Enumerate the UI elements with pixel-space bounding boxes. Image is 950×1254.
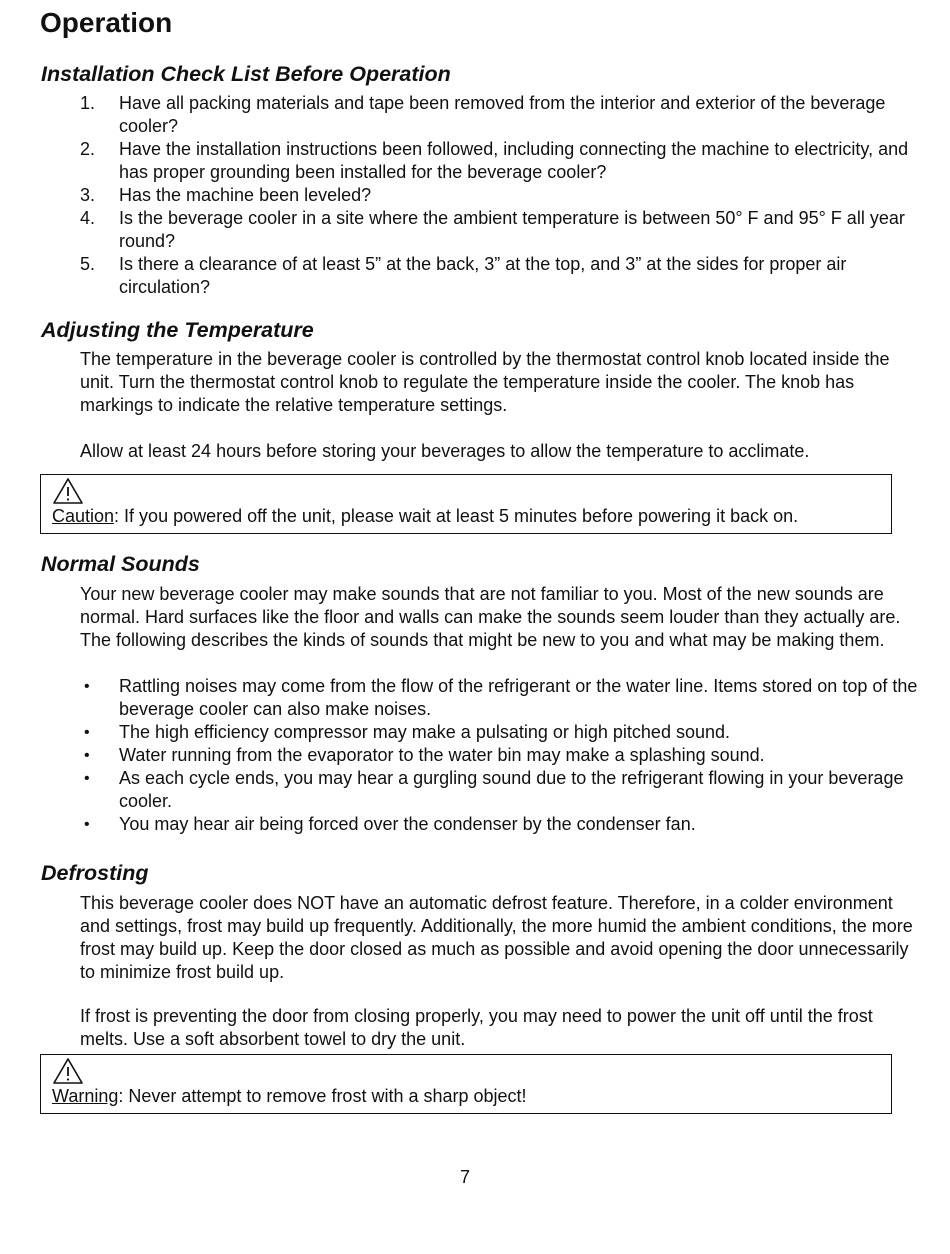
list-item-text: You may hear air being forced over the condenser by the condenser fan. [119, 814, 696, 834]
checklist-heading: Installation Check List Before Operation [41, 62, 451, 86]
sounds-intro: Your new beverage cooler may make sounds that are not familiar to you. Most of the new sounds are normal. Hard surfaces like the floor and walls can make the sounds seem louder than they actually are. The following describes the kinds of sounds that might be new to you and what may be making them. [80, 584, 901, 650]
frost-door-paragraph: If frost is preventing the door from closing properly, you may need to power the unit off until the frost melts. Use a soft absorbent towel to dry the unit. [80, 1006, 873, 1049]
sounds-list [80, 675, 920, 836]
bullet: • [84, 770, 90, 787]
list-item [80, 253, 920, 299]
list-item [80, 767, 920, 813]
warning-triangle-icon [52, 1057, 84, 1085]
list-item-text: Rattling noises may come from the flow of the refrigerant or the water line. Items stored on top of the beverage cooler can also make noises. [119, 676, 918, 719]
list-item [80, 675, 920, 721]
list-item-text: Is the beverage cooler in a site where the ambient temperature is between 50° F and 95° F all year round? [119, 208, 905, 251]
list-item [80, 184, 920, 207]
warning-label: Warning [52, 1086, 119, 1106]
list-item [80, 744, 920, 767]
caution-box [40, 474, 892, 534]
checklist [80, 92, 920, 299]
warning-triangle-icon [52, 477, 84, 505]
defrosting-paragraph: This beverage cooler does NOT have an automatic defrost feature. Therefore, in a colder environment and settings, frost may build up frequently. Additionally, the more humid the ambient conditions, the more frost may build up. Keep the door closed as much as possible and avoid opening the door unnecessarily to minimize frost build up. [80, 893, 913, 982]
bullet: • [84, 747, 90, 764]
list-item [80, 138, 920, 184]
warning-box [40, 1054, 892, 1114]
bullet: • [84, 724, 90, 741]
page-title: Operation [40, 7, 173, 38]
defrosting-heading: Defrosting [41, 861, 149, 885]
bullet: • [84, 678, 90, 695]
temperature-heading: Adjusting the Temperature [41, 318, 314, 342]
list-number: 4. [80, 208, 96, 228]
list-item-text: Have all packing materials and tape been removed from the interior and exterior of the beverage cooler? [119, 93, 886, 136]
caution-text [52, 505, 880, 528]
list-item [80, 92, 920, 138]
list-number: 5. [80, 254, 96, 274]
list-number: 3. [80, 185, 96, 205]
temperature-paragraph: The temperature in the beverage cooler is controlled by the thermostat control knob located inside the unit. Turn the thermostat control knob to regulate the temperature inside the cooler. The knob has markings to indicate the relative temperature settings. [80, 349, 890, 415]
list-item-text: Has the machine been leveled? [119, 185, 372, 205]
list-item [80, 813, 920, 836]
list-item-text: As each cycle ends, you may hear a gurgling sound due to the refrigerant flowing in your beverage cooler. [119, 768, 904, 811]
list-item [80, 207, 920, 253]
list-item-text: The high efficiency compressor may make a pulsating or high pitched sound. [119, 722, 730, 742]
list-item-text: Is there a clearance of at least 5” at the back, 3” at the top, and 3” at the sides for proper air circulation? [119, 254, 847, 297]
bullet: • [84, 816, 90, 833]
list-number: 1. [80, 93, 96, 113]
page-number: 7 [459, 1167, 470, 1187]
caution-message: : If you powered off the unit, please wait at least 5 minutes before powering it back on. [114, 506, 799, 526]
sounds-heading: Normal Sounds [41, 552, 200, 576]
warning-message: : Never attempt to remove frost with a sharp object! [118, 1086, 527, 1106]
caution-label: Caution [52, 506, 115, 526]
list-item-text: Have the installation instructions been followed, including connecting the machine to electricity, and has proper grounding been installed for the beverage cooler? [119, 139, 909, 182]
list-item [80, 721, 920, 744]
list-number: 2. [80, 139, 96, 159]
warning-text [52, 1085, 880, 1108]
list-item-text: Water running from the evaporator to the water bin may make a splashing sound. [119, 745, 765, 765]
acclimate-paragraph: Allow at least 24 hours before storing your beverages to allow the temperature to acclimate. [80, 441, 810, 461]
